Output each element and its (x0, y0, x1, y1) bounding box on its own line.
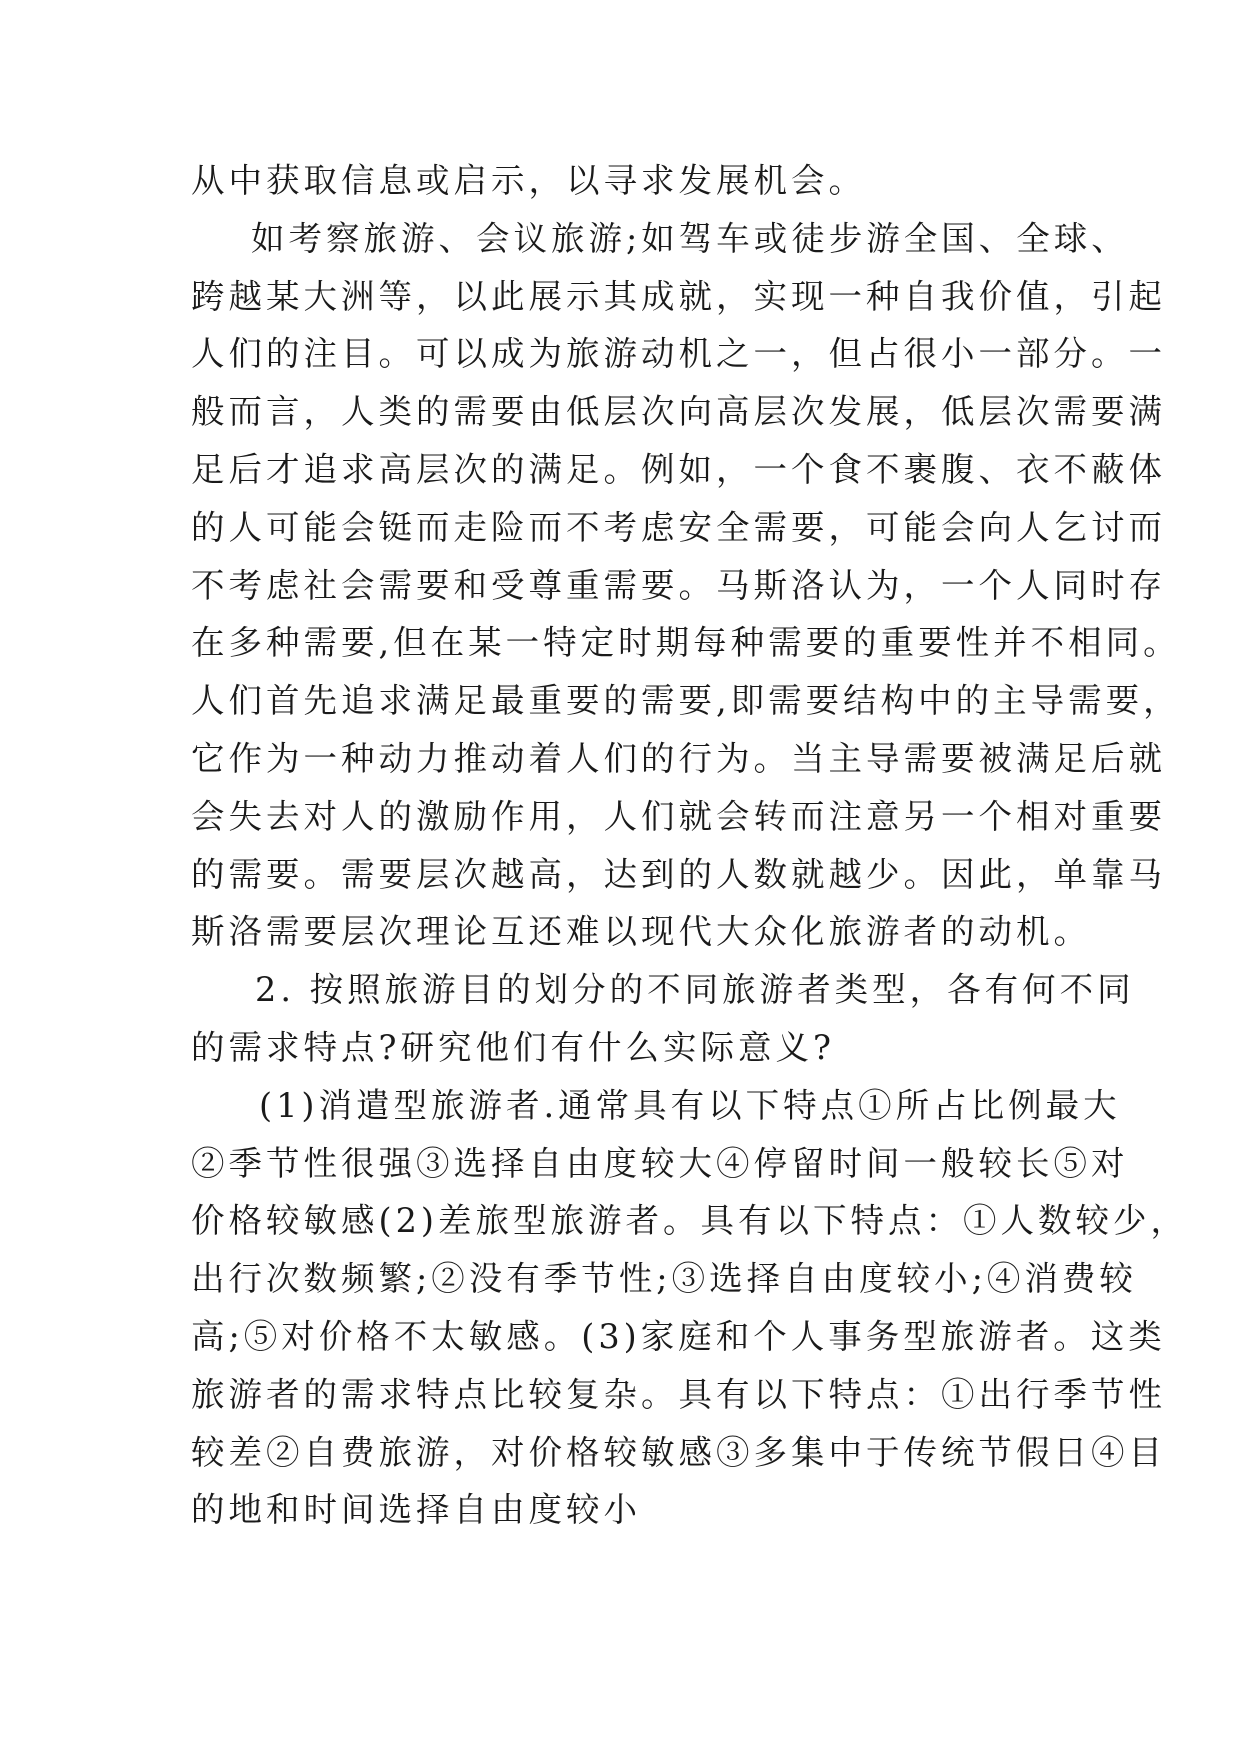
text-line: 在多种需要,但在某一特定时期每种需要的重要性并不相同。 (191, 623, 1181, 663)
text-line: 它作为一种动力推动着人们的行为。当主导需要被满足后就 (191, 738, 1166, 778)
paragraph-start-line: 如考察旅游、会议旅游;如驾车或徒步游全国、全球、 (251, 218, 1129, 258)
body-text (191, 152, 1188, 1539)
question-heading-line: 的需求特点?研究他们有什么实际意义? (191, 1027, 835, 1067)
text-line: 旅游者的需求特点比较复杂。具有以下特点：①出行季节性 (191, 1374, 1166, 1414)
text-line: 会失去对人的激励作用，人们就会转而注意另一个相对重要 (191, 796, 1166, 836)
text-line: 足后才追求高层次的满足。例如，一个食不裹腹、衣不蔽体 (191, 449, 1166, 489)
text-line: 从中获取信息或启示，以寻求发展机会。 (191, 161, 866, 200)
text-line: 般而言，人类的需要由低层次向高层次发展，低层次需要满 (191, 392, 1166, 432)
text-line: 的地和时间选择自由度较小 (191, 1490, 641, 1530)
text-line: 高;⑤对价格不太敏感。(3)家庭和个人事务型旅游者。这类 (191, 1316, 1166, 1356)
text-line: 的需要。需要层次越高，达到的人数就越少。因此，单靠马 (191, 854, 1166, 894)
text-line: ②季节性很强③选择自由度较大④停留时间一般较长⑤对 (191, 1143, 1129, 1183)
text-line: 斯洛需要层次理论互还难以现代大众化旅游者的动机。 (191, 912, 1091, 952)
question-heading-line: 2. 按照旅游目的划分的不同旅游者类型，各有何不同 (255, 970, 1135, 1010)
text-line: 较差②自费旅游，对价格较敏感③多集中于传统节假日④目 (191, 1432, 1166, 1472)
text-line: 人们首先追求满足最重要的需要,即需要结构中的主导需要， (191, 681, 1181, 721)
paragraph-start-line: (1)消遣型旅游者.通常具有以下特点①所占比例最大 (259, 1085, 1121, 1125)
text-line: 出行次数频繁;②没有季节性;③选择自由度较小;④消费较 (191, 1259, 1137, 1299)
text-line: 的人可能会铤而走险而不考虑安全需要，可能会向人乞讨而 (191, 507, 1166, 547)
text-line: 跨越某大洲等，以此展示其成就，实现一种自我价值，引起 (191, 276, 1166, 316)
text-line: 人们的注目。可以成为旅游动机之一，但占很小一部分。一 (191, 334, 1166, 374)
text-line: 不考虑社会需要和受尊重需要。马斯洛认为，一个人同时存 (191, 565, 1166, 605)
text-line: 价格较敏感(2)差旅型旅游者。具有以下特点：①人数较少， (191, 1201, 1188, 1241)
